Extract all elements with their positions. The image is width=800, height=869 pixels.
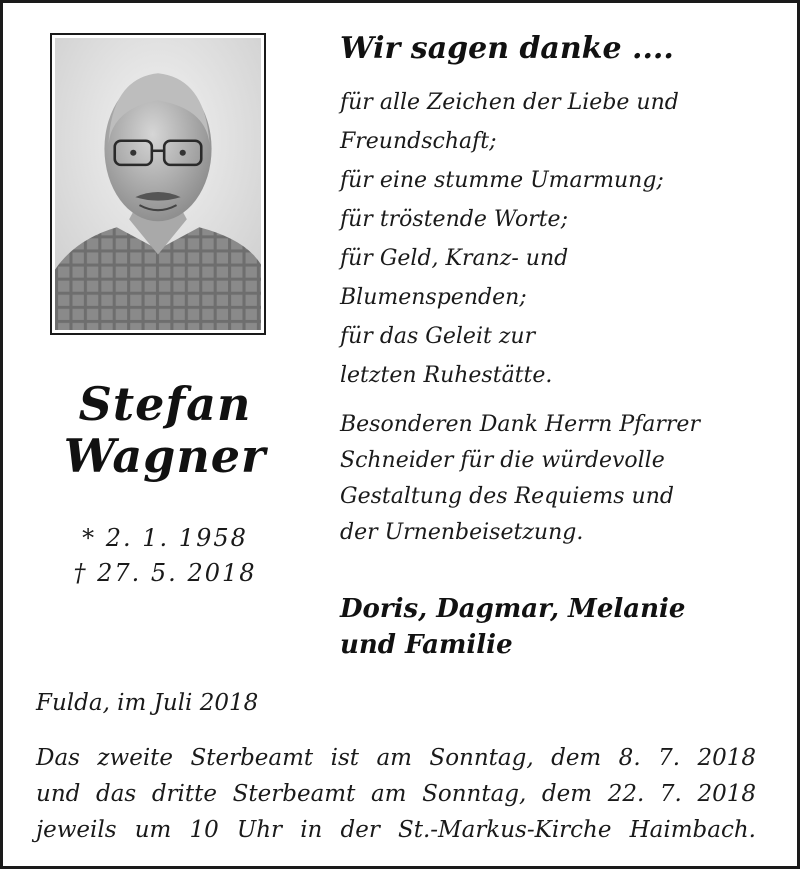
deceased-first-name: Stefan	[78, 377, 252, 431]
service-line: Das zweite Sterbeamt ist am Sonntag, dem 8. 7. 2018	[36, 745, 756, 771]
thanks-line: Freundschaft;	[340, 129, 497, 154]
family-line: und Familie	[340, 630, 513, 660]
thanks-list	[340, 83, 679, 395]
family-signature	[340, 591, 685, 663]
thanks-heading: Wir sagen danke ....	[340, 31, 674, 66]
service-line: jeweils um 10 Uhr in der St.-Markus-Kirche Haimbach.	[36, 817, 756, 843]
special-thanks-line: Schneider für die würdevolle	[340, 448, 665, 473]
family-line: Doris, Dagmar, Melanie	[340, 594, 686, 624]
special-thanks-line: Besonderen Dank Herrn Pfarrer	[340, 412, 700, 437]
special-thanks	[340, 407, 700, 551]
thanks-line: für das Geleit zur	[340, 324, 536, 349]
service-line: und das dritte Sterbeamt am Sonntag, dem 22. 7. 2018	[36, 781, 756, 807]
portrait-photo	[50, 33, 266, 335]
thanks-line: für alle Zeichen der Liebe und	[340, 90, 679, 115]
deceased-last-name: Wagner	[63, 429, 267, 483]
death-date: † 27. 5. 2018	[73, 559, 257, 587]
thanks-line: für Geld, Kranz- und	[340, 246, 569, 271]
special-thanks-line: der Urnenbeisetzung.	[340, 520, 584, 545]
thanks-line: für tröstende Worte;	[340, 207, 568, 232]
place-and-date: Fulda, im Juli 2018	[36, 690, 259, 716]
thanks-line: Blumenspenden;	[340, 285, 527, 310]
special-thanks-line: Gestaltung des Requiems und	[340, 484, 674, 509]
thanks-line: letzten Ruhestätte.	[340, 363, 553, 388]
birth-date: * 2. 1. 1958	[82, 524, 248, 552]
portrait-illustration	[55, 38, 261, 330]
thanks-line: für eine stumme Umarmung;	[340, 168, 664, 193]
service-announcement	[36, 740, 756, 848]
